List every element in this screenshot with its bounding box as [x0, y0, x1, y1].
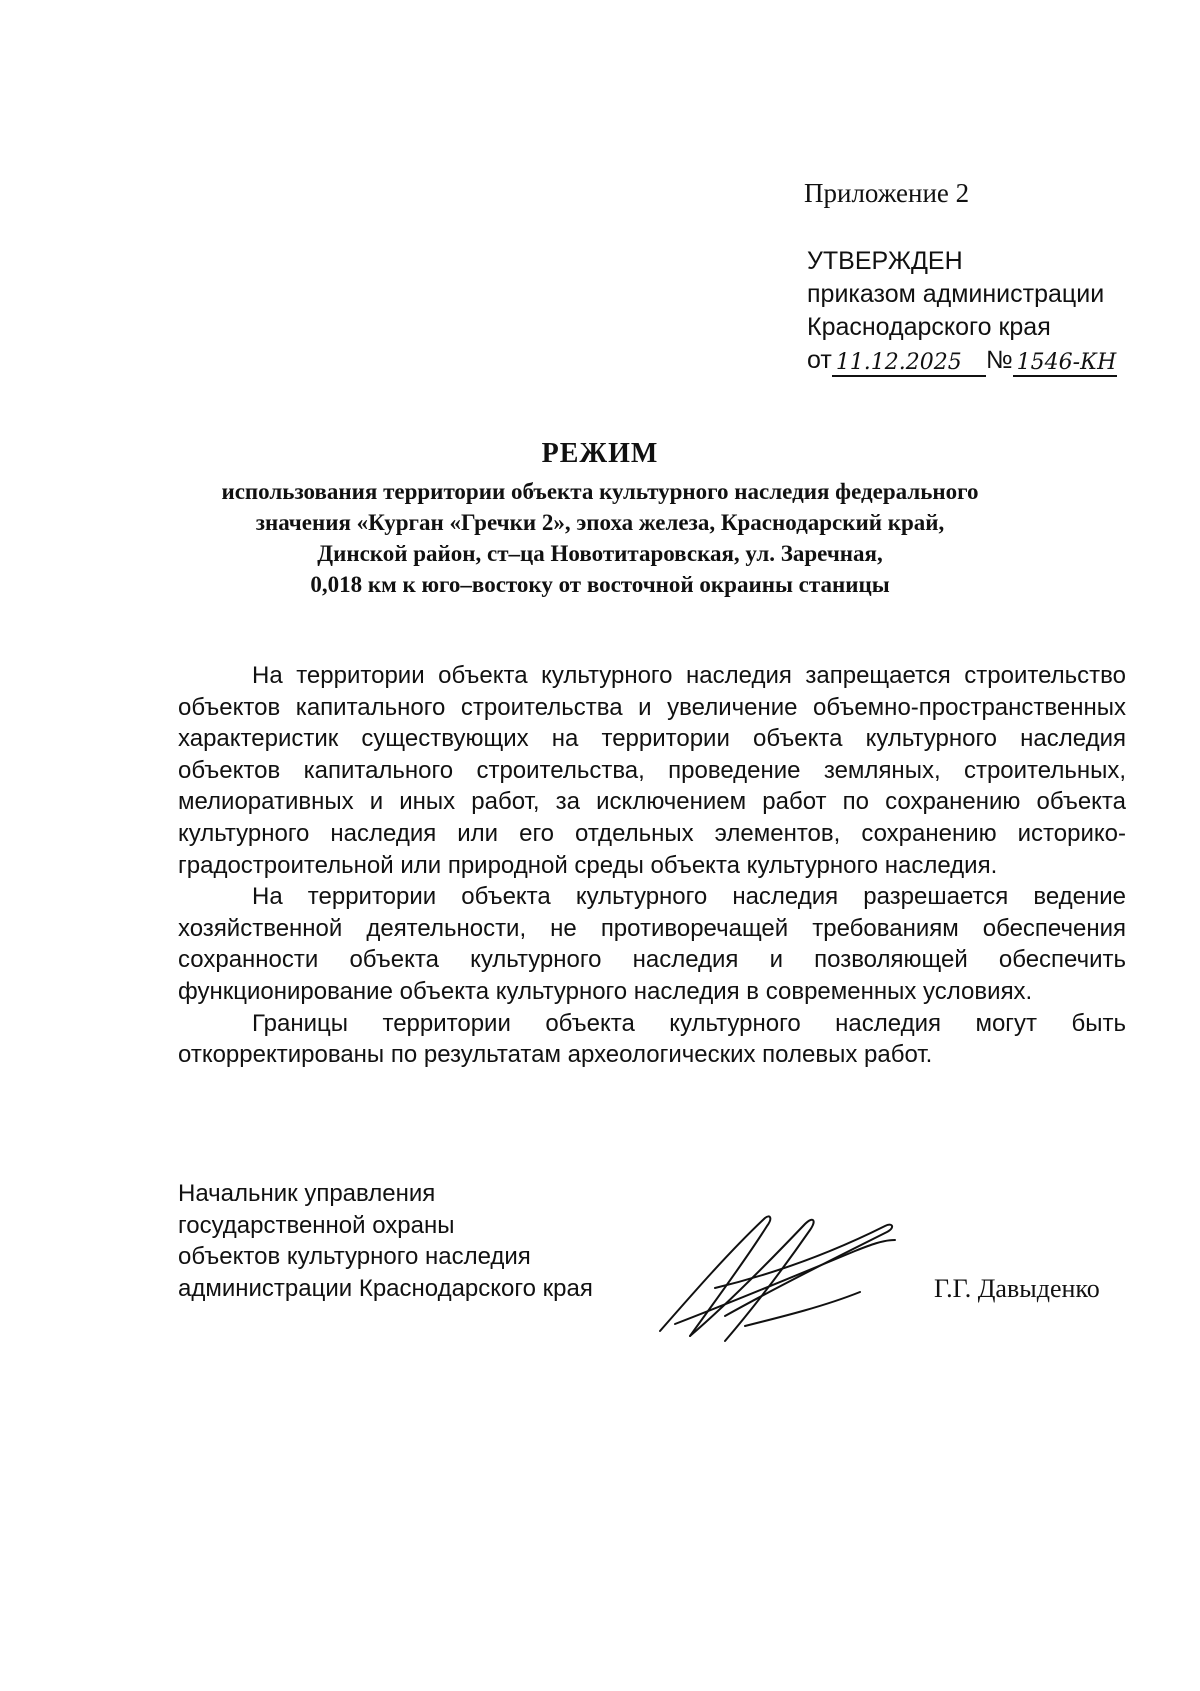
position-line-2: государственной охраны	[178, 1211, 455, 1239]
date-prefix: от	[807, 346, 832, 374]
approval-line-1: приказом администрации	[807, 280, 1105, 308]
handwritten-date: 11.12.2025	[832, 351, 986, 377]
order-reference	[807, 344, 1147, 377]
handwritten-signature	[655, 1196, 915, 1346]
signatory-position	[178, 1178, 593, 1304]
paragraph-prohibitions: На территории объекта культурного наследия запрещается строительство объектов капитального строительства и увеличение объемно-пространственных характеристик существующих на территории объекта культурного наследия объектов капитального строительства, проведение земляных, строительных, мелиоративных и иных работ, за исключением работ по сохранению объекта культурного наследия или его отдельных элементов, сохранению историко-градостроительной или природной среды объекта культурного наследия.	[178, 662, 1126, 879]
document-title: РЕЖИМ	[541, 438, 659, 469]
document-subtitle	[140, 476, 1060, 600]
subtitle-line-3: Динской район, ст–ца Новотитаровская, ул. Заречная,	[317, 541, 883, 566]
position-line-3: объектов культурного наследия	[178, 1243, 531, 1271]
appendix-label: Приложение 2	[804, 178, 970, 208]
handwritten-order-number: 1546-КН	[1013, 351, 1117, 377]
signatory-name: Г.Г. Давыденко	[934, 1274, 1100, 1303]
subtitle-line-2: значения «Курган «Гречки 2», эпоха железа, Краснодарский край,	[255, 510, 945, 535]
body-text	[178, 660, 1126, 1071]
approved-heading: УТВЕРЖДЕН	[807, 247, 963, 275]
approval-block	[807, 245, 1147, 377]
subtitle-line-1: использования территории объекта культурного наследия федерального	[221, 479, 979, 504]
position-line-1: Начальник управления	[178, 1180, 436, 1207]
approval-line-2: Краснодарского края	[807, 313, 1051, 341]
number-sign: №	[985, 346, 1013, 374]
subtitle-line-4: 0,018 км к юго–востоку от восточной окраины станицы	[310, 572, 890, 597]
paragraph-permissions: На территории объекта культурного наследия разрешается ведение хозяйственной деятельности, не противоречащей требованиям обеспечения сохранности объекта культурного наследия и позволяющей обеспечить функционирование объекта культурного наследия в современных условиях.	[178, 883, 1126, 1005]
position-line-4: администрации Краснодарского края	[178, 1274, 593, 1302]
paragraph-boundaries: Границы территории объекта культурного наследия могут быть откорректированы по результатам археологических полевых работ.	[178, 1009, 1126, 1069]
